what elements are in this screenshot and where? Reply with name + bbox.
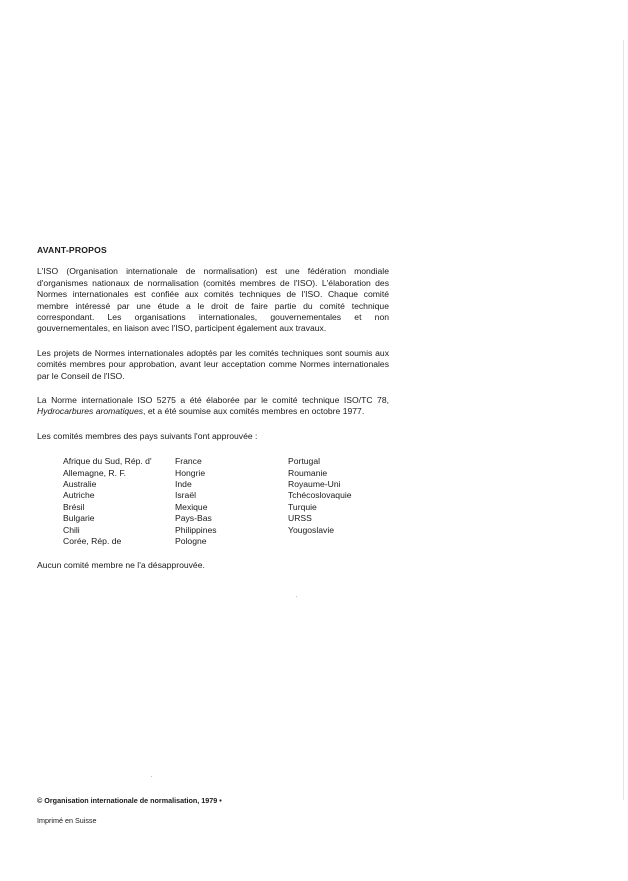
country-item: Israël [175,490,197,501]
country-item: Turquie [288,501,317,512]
country-item: URSS [288,513,312,524]
page-footer [37,796,222,826]
country-item: Philippines [175,524,217,535]
paragraph-iso-5275-text: La Norme internationale ISO 5275 a été élaborée par le comité technique ISO/TC 78, [37,395,389,406]
paragraph-iso-intro: L'ISO (Organisation internationale de normalisation) est une fédération mondiale d'organismes nationaux de normalisation (comités membres de l'ISO). L'élaboration des Normes internationales est confiée aux comités techniques de l'ISO. Chaque comité membre intéressé par une étude a le droit de faire partie du comité technique correspondant. Les organisations internationales, gouvernementales et non gouvernementales, en liaison avec l'ISO, participent également aux travaux. [37,266,389,334]
country-item: France [175,456,202,467]
country-item: Mexique [175,501,208,512]
country-item: Afrique du Sud, Rép. d' [63,456,152,467]
country-item: Brésil [63,501,85,512]
country-item: Pologne [175,536,207,547]
country-column-1 [63,456,152,547]
committee-title: Hydrocarbures aromatiques [37,406,144,417]
country-item: Portugal [288,456,321,467]
country-item: Autriche [63,490,95,501]
country-item: Allemagne, R. F. [63,467,127,478]
paragraph-iso-5275-end: , et a été soumise aux comités membres en octobre 1977. [143,406,365,417]
country-column-2 [175,456,217,547]
copyright-notice: © Organisation internationale de normalisation, 1979 • [37,796,222,805]
country-item: Tchécoslovaquie [288,490,352,501]
paragraph-disapprovals: Aucun comité membre ne l'a désapprouvée. [37,560,205,571]
scan-speck [151,776,152,777]
paragraph-approvals: Les comités membres des pays suivants l'ont approuvée : [37,430,258,441]
country-item: Roumanie [288,467,328,478]
scan-speck [296,596,297,597]
country-item: Pays-Bas [175,513,212,524]
printed-in-notice: Imprimé en Suisse [37,816,97,825]
approving-countries-list [37,456,389,548]
country-item: Bulgarie [63,513,95,524]
paragraph-iso-5275 [37,395,389,418]
country-item: Hongrie [175,467,206,478]
country-item: Australie [63,479,97,490]
page-edge [623,40,624,800]
paragraph-draft-standards: Les projets de Normes internationales adoptés par les comités techniques sont soumis aux comités membres pour approbation, avant leur acceptation comme Normes internationales par le Conseil de l'ISO. [37,347,389,381]
country-item: Inde [175,479,192,490]
country-column-3 [288,456,352,536]
country-item: Yougoslavie [288,524,335,535]
foreword-section [37,245,389,585]
country-item: Royaume-Uni [288,479,341,490]
section-heading: AVANT-PROPOS [37,245,107,255]
country-item: Chili [63,524,80,535]
country-item: Corée, Rép. de [63,536,122,547]
